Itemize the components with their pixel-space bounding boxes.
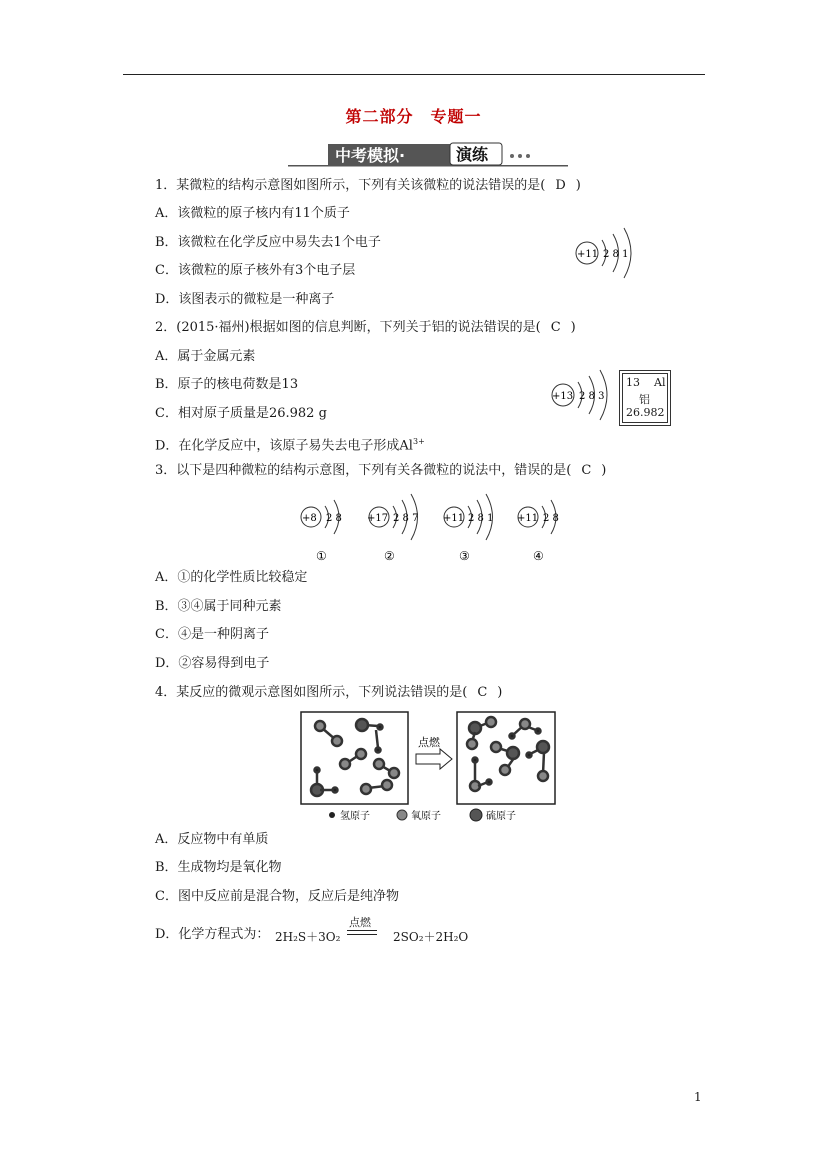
reaction-legend	[329, 809, 516, 822]
legend-hydrogen: 氢原子	[340, 811, 370, 822]
q4-option-a: A．反应物中有单质	[155, 832, 269, 847]
svg-text:2 8: 2 8	[543, 513, 559, 524]
q3-diagram-2	[367, 494, 418, 563]
q4-option-c: C．图中反应前是混合物，反应后是纯净物	[155, 889, 399, 904]
svg-text:2 8 7: 2 8 7	[393, 513, 419, 524]
q1-shells: 2 8 1	[603, 249, 629, 260]
page-number: 1	[694, 1090, 702, 1104]
q2-shells: 2 8 3	[579, 391, 605, 402]
q2-option-d: D．在化学反应中，该原子易失去电子形成$Al^{3+}$	[155, 437, 425, 454]
legend-oxygen: 氧原子	[411, 811, 441, 822]
q2-nucleus: +13	[552, 391, 574, 402]
q3-option-a: A．①的化学性质比较稳定	[155, 570, 308, 585]
svg-text:2 8 1: 2 8 1	[468, 513, 494, 524]
svg-text:①: ①	[316, 549, 327, 563]
legend-sulfur: 硫原子	[486, 811, 516, 822]
svg-text:+11: +11	[517, 513, 539, 524]
svg-text:④: ④	[533, 549, 544, 563]
section-banner	[288, 140, 568, 168]
q1-option-d: D．该图表示的微粒是一种离子	[155, 292, 335, 307]
q4-option-b: B．生成物均是氧化物	[155, 860, 282, 875]
q1-answer: D	[555, 178, 566, 193]
equation-left: 2H₂S＋3O₂	[275, 930, 341, 944]
q3-diagram-4	[517, 500, 559, 563]
q2-answer: C	[550, 320, 561, 335]
q1-atom-diagram	[570, 226, 660, 282]
element-symbol: Al	[654, 376, 666, 389]
svg-text:+17: +17	[367, 513, 389, 524]
q4-stem: 4．某反应的微观示意图如图所示，下列说法错误的是( C )	[155, 685, 503, 700]
equation-equals-sign	[347, 930, 377, 935]
svg-text:③: ③	[459, 549, 470, 563]
page-title: 第二部分 专题一	[345, 107, 482, 126]
q1-stem: 1．某微粒的结构示意图如图所示，下列有关该微粒的说法错误的是( D )	[155, 178, 581, 193]
q4-option-d-prefix: D．化学方程式为：	[155, 927, 270, 942]
q3-option-d: D．②容易得到电子	[155, 656, 270, 671]
q1-nucleus: +11	[577, 249, 599, 260]
q3-option-c: C．④是一种阴离子	[155, 627, 269, 642]
element-mass: 26.982	[626, 406, 665, 419]
element-name: 铝	[639, 393, 650, 406]
q3-diagram-3	[443, 494, 493, 563]
equation-right: 2SO₂＋2H₂O	[393, 930, 469, 944]
equation-condition: 点燃	[349, 916, 371, 929]
q1-option-b: B．该微粒在化学反应中易失去1个电子	[155, 235, 381, 250]
q1-option-a: A．该微粒的原子核内有11个质子	[155, 206, 350, 221]
q1-option-c: C．该微粒的原子核外有3个电子层	[155, 263, 356, 278]
svg-text:+11: +11	[443, 513, 465, 524]
q3-atom-diagrams	[296, 490, 576, 564]
svg-text:+8: +8	[302, 513, 317, 524]
q2-option-c: C．相对原子质量是26.982 g	[155, 406, 327, 421]
q2-option-b: B．原子的核电荷数是13	[155, 377, 299, 392]
q2-stem: 2．(2015·福州)根据如图的信息判断，下列关于铝的说法错误的是( C )	[155, 320, 576, 335]
svg-text:2 8: 2 8	[326, 513, 342, 524]
banner-right-text: 演练	[456, 145, 489, 164]
q3-diagram-1	[301, 500, 342, 563]
q3-stem: 3．以下是四种微粒的结构示意图，下列有关各微粒的说法中，错误的是( C )	[155, 463, 607, 478]
element-card-aluminum	[619, 370, 671, 426]
q2-option-a: A．属于金属元素	[155, 349, 256, 364]
q3-option-b: B．③④属于同种元素	[155, 599, 282, 614]
q4-answer: C	[477, 685, 488, 700]
q3-answer: C	[581, 463, 592, 478]
element-number: 13	[626, 376, 640, 389]
q4-reaction-diagram	[300, 710, 558, 825]
banner-left-text: 中考模拟·	[335, 146, 406, 165]
reaction-arrow-label: 点燃	[418, 736, 440, 749]
svg-text:②: ②	[384, 549, 395, 563]
header-rule	[123, 74, 705, 75]
